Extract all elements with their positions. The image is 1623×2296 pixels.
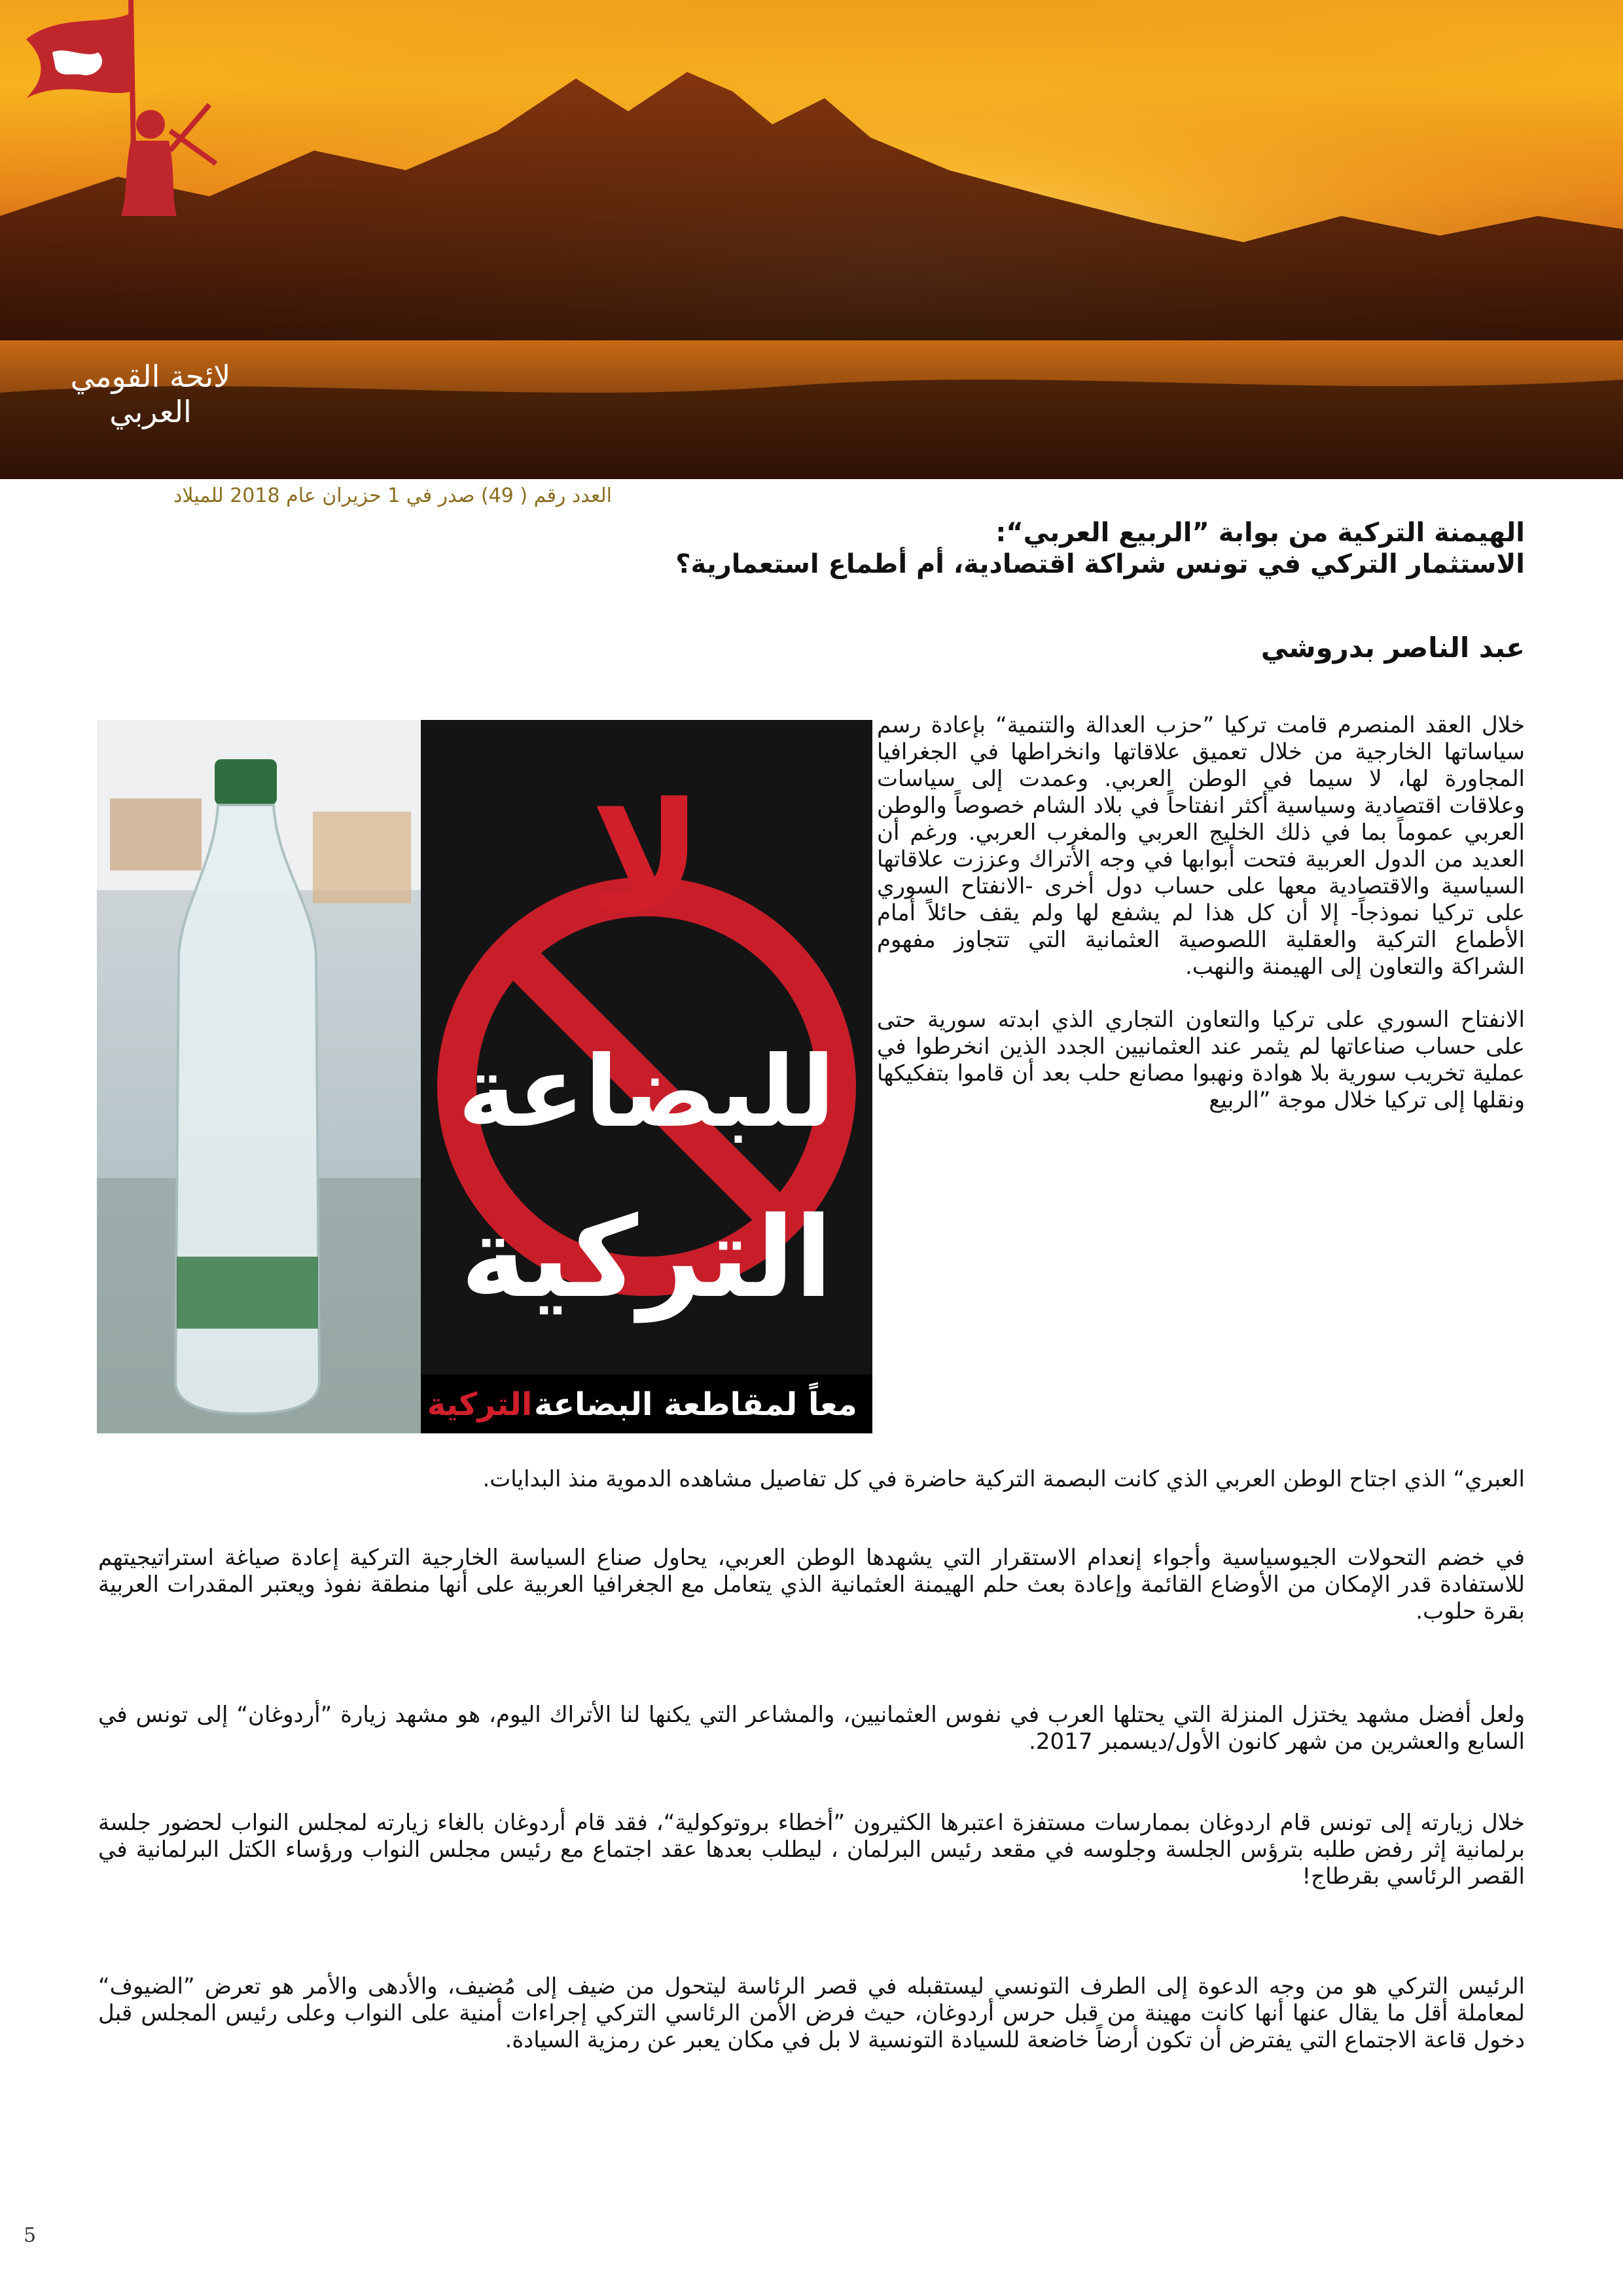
article-title: [281, 517, 1525, 580]
poster-caption-white: معاً لمقاطعة البضاعة: [534, 1386, 857, 1423]
header-banner: [0, 0, 1623, 479]
logo-caption: لائحة القومي العربي: [70, 359, 231, 429]
paragraph-1: خلال العقد المنصرم قامت تركيا ”حزب العدالة والتنمية“ بإعادة رسم سياساتها الخارجية من خلال تعميق علاقاتها وانخراطها في الجغرافيا المجاورة لها، لا سيما في الوطن العربي. وعمدت إلى سياسات وعلاقات اقتصادية وسياسية أكثر انفتاحاً في بلاد الشام خصوصاً والوطن العربي عموماً بما في ذلك الخليج العربي والمغرب العربي. ورغم أن العديد من الدول العربية فتحت أبوابها في وجه الأتراك وعززت علاقاتها السياسية والاقتصادية معها على حساب دول أخرى -الانفتاح السوري على تركيا نموذجاً- إلا أن كل هذا لم يشفع لها ولم يقف حائلاً أمام الأطماع التركية والعقلية اللصوصية العثمانية التي تتجاوز مفهوم الشراكة والتعاون إلى الهيمنة والنهب.: [877, 712, 1525, 980]
paragraph-4: ولعل أفضل مشهد يختزل المنزلة التي يحتلها العرب في نفوس العثمانيين، والمشاعر التي يكنها لنا الأتراك اليوم، هو مشهد زيارة ”أردوغان“ إلى تونس في السابع والعشرين من شهر كانون الأول/ديسمبر 2017.: [98, 1702, 1525, 1755]
poster-word-2: للبضاعة: [457, 1035, 836, 1149]
article-title-line-2: الاستثمار التركي في تونس شراكة اقتصادية، أم أطماع استعمارية؟: [675, 549, 1525, 579]
article-title-line-1: الهيمنة التركية من بوابة ”الربيع العربي“:: [995, 518, 1525, 548]
paragraph-5: خلال زيارته إلى تونس قام اردوغان بممارسات مستفزة اعتبرها الكثيرون ”أخطاء بروتوكولية“، فقد قام أردوغان بالغاء زيارته لمجلس النواب لحضور جلسة برلمانية إثر رفض طلبه بترؤس الجلسة وجلوسه في مقعد رئيس البرلمان ، ليطلب بعدها عقد اجتماع مع رئيس مجلس النواب ورؤساء الكتل البرلمانية في القصر الرئاسي بقرطاج!: [98, 1810, 1525, 1890]
logo-icon: [0, 0, 255, 249]
bottle-photo: [97, 720, 421, 1433]
poster-word-1: لا: [590, 771, 703, 946]
article-photo: [97, 720, 872, 1433]
poster-caption-red: التركية: [427, 1386, 533, 1423]
boycott-poster: [421, 720, 872, 1433]
paragraph-2-start: الانفتاح السوري على تركيا والتعاون التجاري الذي ابدته سورية حتى على حساب صناعاتها لم يثمر عند العثمانيين الجدد الذين انخرطوا في عملية تخريب سورية بلا هوادة ونهبوا مصانع حلب بعد أن قاموا بتفكيكها ونقلها إلى تركيا خلال موجة ”الربيع: [877, 1007, 1525, 1113]
poster-word-3: التركية: [460, 1193, 833, 1323]
article-author: عبد الناصر بدروشي: [1260, 632, 1525, 664]
paragraph-6: الرئيس التركي هو من وجه الدعوة إلى الطرف التونسي ليستقبله في قصر الرئاسة ليتحول من ضيف إلى مُضيف، والأدهى والأمر هو تعرض ”الضيوف“ لمعاملة أقل ما يقال عنها أنها كانت مهينة من قبل حرس أردوغان، حيث فرض الأمن الرئاسي التركي إجراءات أمنية على النواب وعلى رئيس المجلس قبل دخول قاعة الاجتماع التي يفترض أن تكون أرضاً خاضعة للسيادة التونسية لا بل في مكان يعبر عن رمزية السيادة.: [98, 1973, 1525, 2053]
page-number: 5: [24, 2224, 37, 2247]
issue-line: العدد رقم ( 49) صدر في 1 حزيران عام 2018 للميلاد: [173, 484, 612, 507]
paragraph-3: في خضم التحولات الجيوسياسية وأجواء إنعدام الاستقرار التي يشهدها الوطن العربي، يحاول صناع السياسة الخارجية التركية إعادة صياغة استراتيجيتهم للاستفادة قدر الإمكان من الأوضاع القائمة وإعادة بعث حلم الهيمنة العثمانية الذي يتعامل مع الجغرافيا العربية على أنها منطقة نفوذ ويعتبر المقدرات العربية بقرة حلوب.: [98, 1545, 1525, 1624]
paragraph-2-end: العبري“ الذي اجتاح الوطن العربي الذي كانت البصمة التركية حاضرة في كل تفاصيل مشاهده الدموية منذ البدايات.: [482, 1466, 1525, 1492]
paragraph-1-and-2-column: [877, 712, 1525, 1114]
